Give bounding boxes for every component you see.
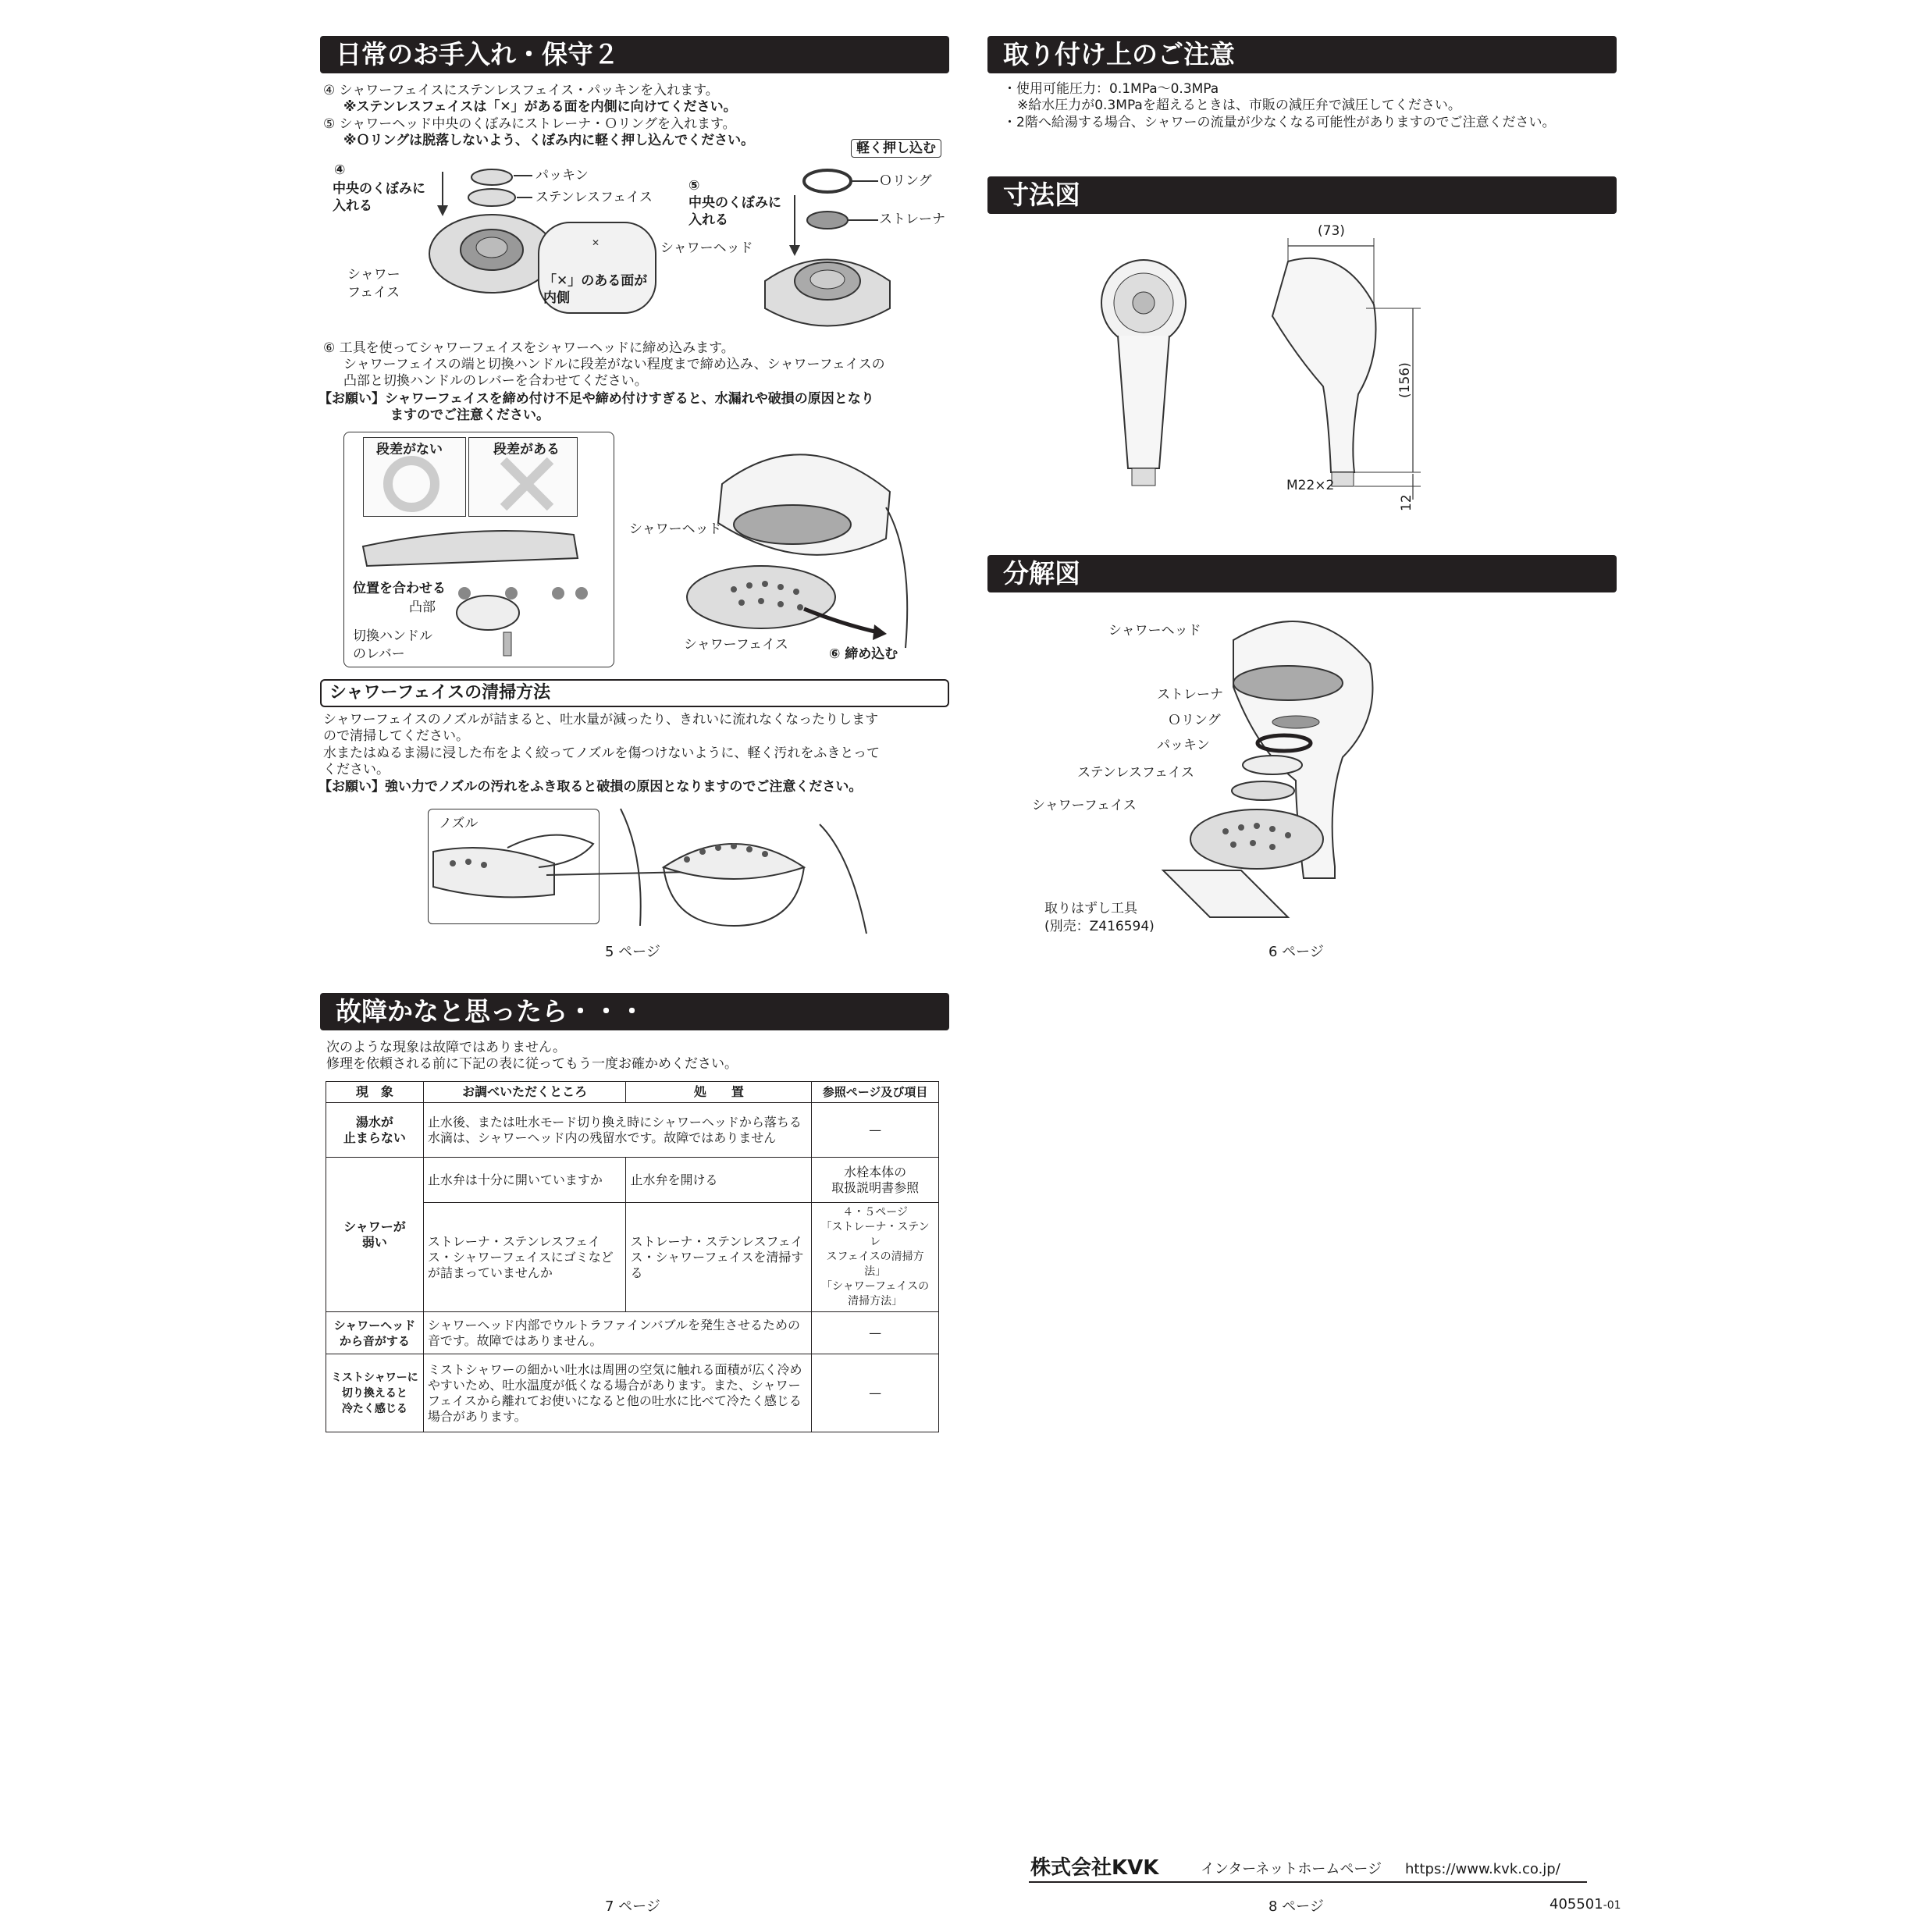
request1-text-a: 【お願い】シャワーフェイスを締め付け不足や締め付けすぎると、水漏れや破損の原因となり [318, 391, 874, 407]
fig1-head-label: シャワーヘッド [660, 240, 753, 256]
fig1-packing-label: パッキン [535, 168, 589, 183]
dim-m22-label: M22×2 [1286, 478, 1335, 493]
request2-text: 【お願い】強い力でノズルの汚れをふき取ると破損の原因となりますのでご注意ください。 [318, 779, 863, 795]
phenomenon-cell: 湯水が 止まらない [326, 1103, 424, 1158]
check-cell: 止水後、または吐水モード切り換え時にシャワーヘッドから落ちる水滴は、シャワーヘッド内の残留水です。故障ではありません [423, 1103, 811, 1158]
exploded-title: 分解図 [987, 555, 1617, 592]
doc-number [1550, 1897, 1621, 1913]
clean-text-2: ので清掃してください。 [323, 728, 469, 744]
step4-note: ※ステンレスフェイスは「✕」がある面を内側に向けてください。 [343, 99, 737, 115]
dim-73-label: (73) [1318, 223, 1345, 239]
step6-text-2: シャワーフェイスの端と切換ハンドルに段差がない程度まで締め込み、シャワーフェイスの [343, 357, 885, 372]
fig1-stainless-label: ステンレスフェイス [535, 190, 653, 205]
table-header: 参照ページ及び項目 [812, 1082, 939, 1103]
table-header-row [326, 1082, 939, 1103]
exploded-head-label: シャワーヘッド [1108, 623, 1201, 639]
install-text-2: ※給水圧力が0.3MPaを超えるときは、市販の減圧弁で減圧してください。 [1017, 98, 1461, 113]
doc-number-rev: -01 [1603, 1899, 1621, 1912]
fig2-align-label: 位置を合わせる [353, 581, 446, 596]
trouble-intro-2: 修理を依頼される前に下記の表に従ってもう一度お確かめください。 [326, 1056, 738, 1072]
action-cell: ストレーナ・ステンレスフェイス・シャワーフェイスを清掃する [626, 1203, 812, 1312]
install-text-3: ・2階へ給湯する場合、シャワーの流量が少なくなる可能性がありますのでご注意ください。 [1003, 115, 1556, 130]
exploded-stainless-label: ステンレスフェイス [1077, 765, 1194, 781]
page-number-7: 7 ページ [605, 1898, 660, 1915]
fig2-convex-label: 凸部 [409, 600, 436, 615]
fig1-strainer-label: ストレーナ [879, 212, 945, 227]
table-header: お調べいただくところ [423, 1082, 626, 1103]
install-title: 取り付け上のご注意 [987, 36, 1617, 73]
dim-12-label: 12 [1399, 494, 1414, 511]
fig1-num4: ④ [334, 162, 346, 178]
table-row [326, 1158, 939, 1203]
clean-text-4: ください。 [323, 762, 390, 777]
action-cell: 止水弁を開ける [626, 1158, 812, 1203]
table-row [326, 1103, 939, 1158]
fig2-no-step-label: 段差がない [376, 442, 443, 457]
phenomenon-cell: シャワーが 弱い [326, 1158, 424, 1312]
table-row [326, 1354, 939, 1432]
reference-cell: — [812, 1354, 939, 1432]
step5-text: ⑤ シャワーヘッド中央のくぼみにストレーナ・Ｏリングを入れます。 [323, 116, 736, 132]
page-number-8: 8 ページ [1268, 1898, 1324, 1915]
trouble-title: 故障かなと思ったら・・・ [320, 993, 949, 1030]
dimension-title: 寸法図 [987, 176, 1617, 214]
step6-text-3: 凸部と切換ハンドルのレバーを合わせてください。 [343, 373, 648, 389]
fig1-push-label: 軽く押し込む [851, 139, 941, 158]
fig2-ok-ng-marks [363, 437, 578, 515]
fig2-lever-label-1: 切換ハンドル [353, 628, 432, 644]
doc-number-main: 405501 [1550, 1896, 1603, 1912]
step4-text: ④ シャワーフェイスにステンレスフェイス・パッキンを入れます。 [323, 83, 719, 98]
fig2-head-illustration [687, 437, 929, 656]
company-name: 株式会社KVK [1030, 1856, 1159, 1880]
clean-text-3: 水またはぬるま湯に浸した布をよく絞ってノズルを傷つけないように、軽く汚れをふきとって [323, 745, 880, 761]
fig1-x-side-1: 「✕」のある面が [543, 273, 648, 289]
fig2-lever-label-2: のレバー [353, 646, 405, 662]
dimension-front-view [1101, 258, 1187, 492]
fig2-face-label: シャワーフェイス [684, 637, 788, 653]
reference-cell: — [812, 1312, 939, 1354]
dim-156-label: (156) [1397, 362, 1413, 398]
table-header: 処 置 [626, 1082, 812, 1103]
cleaning-title: シャワーフェイスの清掃方法 [320, 679, 949, 707]
step6-text-1: ⑥ 工具を使ってシャワーフェイスをシャワーヘッドに締め込みます。 [323, 340, 735, 356]
nozzle-cleaning-illustration [429, 809, 866, 941]
reference-cell: ４・５ページ 「ストレーナ・ステンレ スフェイスの清掃方法」 「シャワーフェイスの 清掃方法」 [812, 1203, 939, 1312]
fig1-center4: 中央のくぼみに [333, 181, 425, 197]
svg-text:✕: ✕ [592, 237, 600, 248]
fig1-x-side-2: 内側 [543, 290, 570, 306]
nozzle-label: ノズル [439, 816, 479, 831]
phenomenon-cell: ミストシャワーに 切り換えると 冷たく感じる [326, 1354, 424, 1432]
check-cell: ストレーナ・ステンレスフェイス・シャワーフェイスにゴミなどが詰まっていませんか [423, 1203, 626, 1312]
trouble-intro-1: 次のような現象は故障ではありません。 [326, 1040, 567, 1055]
exploded-oring-label: Ｏリング [1168, 713, 1221, 728]
fig1-step5-illustration [749, 164, 890, 343]
check-cell: ミストシャワーの細かい吐水は周囲の空気に触れる面積が広く冷めやすいため、吐水温度が低くなる場合があります。また、シャワーフェイスから離れてお使いになると他の吐水に比べて冷たく感じる場合があります。 [423, 1354, 811, 1432]
exploded-packing-label: パッキン [1157, 738, 1210, 753]
fig2-step-label: 段差がある [493, 442, 560, 457]
fig2-tighten-label: ⑥ 締め込む [829, 646, 898, 662]
trouble-table [326, 1081, 939, 1432]
fig1-center5b: 入れる [688, 212, 728, 228]
fig1-step4-illustration [406, 160, 664, 316]
install-text-1: ・使用可能圧力：0.1MPa～0.3MPa [1003, 81, 1219, 97]
dimension-side-view [1265, 230, 1444, 500]
fig1-oring-label: Ｏリング [879, 173, 932, 189]
phenomenon-cell: シャワーヘッド から音がする [326, 1312, 424, 1354]
request1-text-b: ますのでご注意ください。 [390, 407, 550, 423]
page-number-6: 6 ページ [1268, 944, 1324, 960]
fig1-num5: ⑤ [688, 178, 700, 194]
reference-cell: 水栓本体の 取扱説明書参照 [812, 1158, 939, 1203]
homepage-label: インターネットホームページ [1201, 1861, 1382, 1877]
table-row [326, 1312, 939, 1354]
exploded-tool-label-2: (別売：Z416594) [1044, 919, 1155, 934]
reference-cell: — [812, 1103, 939, 1158]
fig1-face-label-1: シャワー [347, 267, 400, 283]
check-cell: 止水弁は十分に開いていますか [423, 1158, 626, 1203]
fig2-head-label: シャワーヘッド [629, 521, 722, 537]
table-header: 現 象 [326, 1082, 424, 1103]
homepage-url[interactable]: https://www.kvk.co.jp/ [1405, 1861, 1560, 1877]
step5-note: ※Ｏリングは脱落しないよう、くぼみ内に軽く押し込んでください。 [343, 133, 755, 148]
fig1-face-label-2: フェイス [347, 285, 400, 301]
maintenance-title: 日常のお手入れ・保守２ [320, 36, 949, 73]
fig1-center5: 中央のくぼみに [688, 195, 781, 211]
clean-text-1: シャワーフェイスのノズルが詰まると、吐水量が減ったり、きれいに流れなくなったりします [323, 712, 879, 728]
fig1-center4b: 入れる [333, 198, 372, 214]
exploded-tool-label-1: 取りはずし工具 [1044, 901, 1137, 916]
exploded-face-label: シャワーフェイス [1032, 798, 1137, 813]
check-cell: シャワーヘッド内部でウルトラファインバブルを発生させるための音です。故障ではありません。 [423, 1312, 811, 1354]
page-number-5: 5 ページ [605, 944, 660, 960]
exploded-strainer-label: ストレーナ [1157, 687, 1223, 703]
